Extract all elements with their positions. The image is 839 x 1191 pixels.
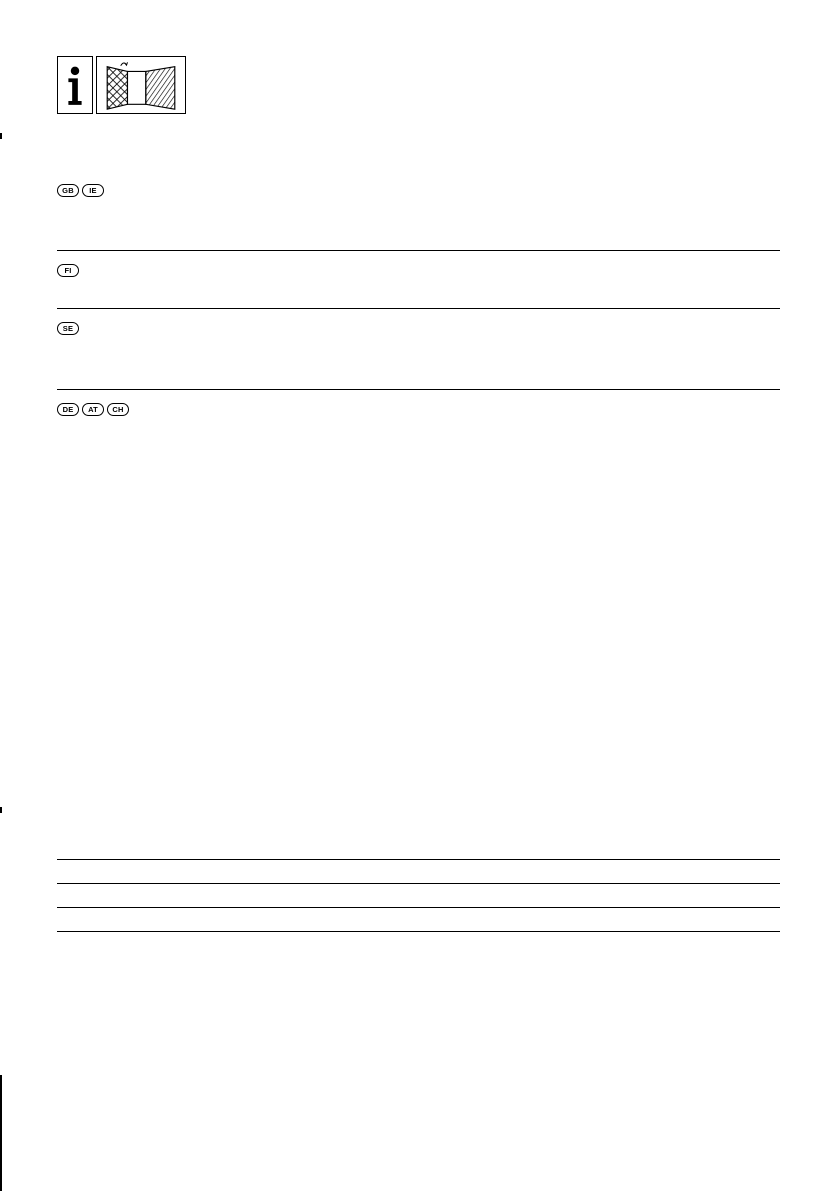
country-badge-at: AT — [82, 403, 104, 416]
language-group-de-at-ch — [57, 403, 129, 416]
language-group-se — [57, 322, 79, 335]
country-badge-fi: FI — [57, 264, 79, 277]
language-group-fi — [57, 264, 79, 277]
page-edge-mark — [0, 1075, 2, 1191]
country-badge-gb: GB — [57, 184, 79, 197]
language-group-gb-ie — [57, 184, 104, 197]
crop-mark — [0, 133, 2, 139]
country-badge-ch: CH — [107, 403, 129, 416]
crop-mark — [0, 807, 2, 813]
country-badge-de: DE — [57, 403, 79, 416]
country-badge-ie: IE — [82, 184, 104, 197]
country-badge-se: SE — [57, 322, 79, 335]
table-rule — [57, 931, 780, 932]
info-icon — [57, 56, 93, 114]
table-rule — [57, 883, 780, 884]
table-rule — [57, 907, 780, 908]
table-rule — [57, 859, 780, 860]
fold-out-page-icon — [96, 56, 186, 114]
section-divider — [57, 308, 780, 309]
section-divider — [57, 389, 780, 390]
section-divider — [57, 250, 780, 251]
